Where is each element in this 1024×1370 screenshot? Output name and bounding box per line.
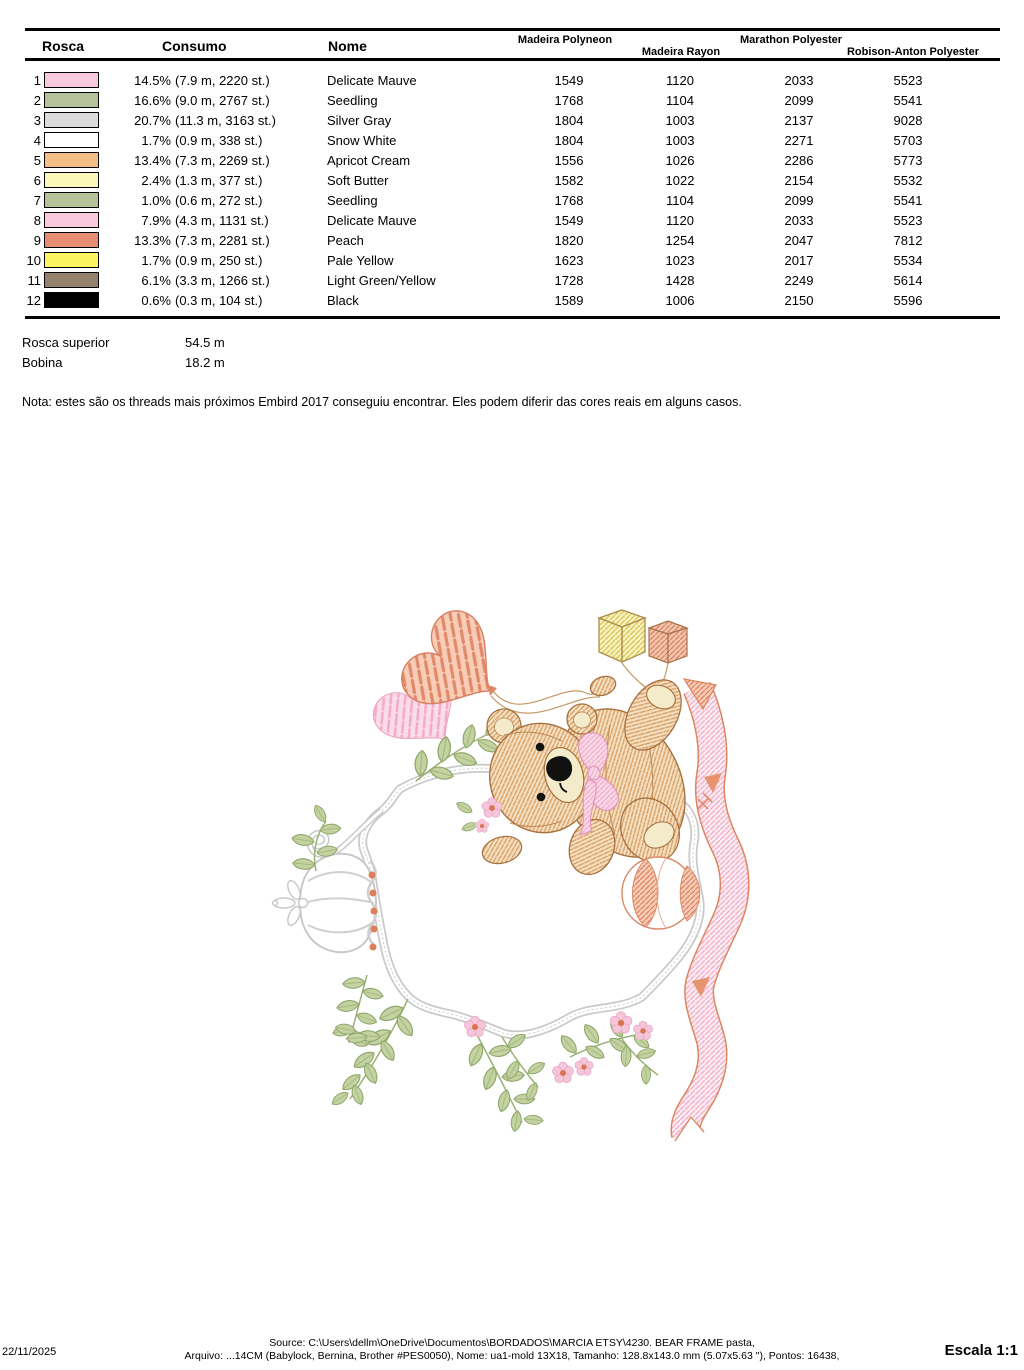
usage-percent: 20.7% xyxy=(134,112,171,128)
code-polyneon: 1768 xyxy=(554,92,584,108)
thread-name: Pale Yellow xyxy=(327,252,394,268)
code-rayon: 1428 xyxy=(665,272,695,288)
color-swatch xyxy=(44,252,99,268)
thread-summary xyxy=(22,333,225,373)
thread-number: 7 xyxy=(33,192,41,208)
cheek-flowers xyxy=(455,798,502,833)
bear-left-paw xyxy=(588,673,619,699)
code-robison: 5596 xyxy=(893,292,923,308)
code-marathon: 2286 xyxy=(784,152,814,168)
footer-file-info xyxy=(0,1337,1024,1363)
usage-percent: 1.7% xyxy=(141,252,171,268)
thread-name: Snow White xyxy=(327,132,397,148)
thread-number: 1 xyxy=(33,72,41,88)
code-marathon: 2047 xyxy=(784,232,814,248)
color-swatch xyxy=(44,212,99,228)
code-marathon: 2099 xyxy=(784,192,814,208)
code-rayon: 1023 xyxy=(665,252,695,268)
code-marathon: 2271 xyxy=(784,132,814,148)
header-rosca: Rosca xyxy=(42,38,85,54)
table-row xyxy=(25,170,1000,190)
usage-percent: 16.6% xyxy=(134,92,171,108)
usage-detail: (1.3 m, 377 st.) xyxy=(175,172,263,188)
header-nome: Nome xyxy=(328,38,367,54)
thread-number: 11 xyxy=(27,272,41,288)
code-rayon: 1120 xyxy=(666,72,694,88)
code-marathon: 2099 xyxy=(784,92,814,108)
thread-number: 4 xyxy=(33,132,41,148)
thread-name: Black xyxy=(327,292,359,308)
bobina-value: 18.2 m xyxy=(185,355,225,370)
teddy-bear xyxy=(474,670,710,881)
table-row xyxy=(25,290,1000,310)
table-row xyxy=(25,190,1000,210)
header-consumo: Consumo xyxy=(162,38,227,54)
footer-source-line: Source: C:\Users\dellm\OneDrive\Documentos\BORDADOS\MARCIA ETSY\4230. BEAR FRAME pasta, xyxy=(269,1337,755,1349)
thread-name: Seedling xyxy=(327,192,378,208)
crown xyxy=(273,854,378,952)
thread-table-header xyxy=(25,28,1000,61)
thread-number: 2 xyxy=(33,92,41,108)
embroidery-design-preview xyxy=(270,585,830,1155)
code-robison: 5532 xyxy=(893,172,923,188)
thread-name: Delicate Mauve xyxy=(327,72,417,88)
color-swatch xyxy=(44,112,99,128)
bear-eye xyxy=(537,793,546,802)
table-row xyxy=(25,130,1000,150)
usage-detail: (7.3 m, 2281 st.) xyxy=(175,232,270,248)
code-robison: 5703 xyxy=(893,132,923,148)
thread-name: Apricot Cream xyxy=(327,152,411,168)
header-madeira-polyneon: Madeira Polyneon xyxy=(517,34,613,46)
thread-number: 8 xyxy=(33,212,41,228)
code-polyneon: 1549 xyxy=(554,212,584,228)
rosca-superior-value: 54.5 m xyxy=(185,335,225,350)
thread-number: 3 xyxy=(33,112,41,128)
code-polyneon: 1582 xyxy=(554,172,584,188)
code-rayon: 1120 xyxy=(666,212,694,228)
color-swatch xyxy=(44,272,99,288)
table-row xyxy=(25,210,1000,230)
thread-name: Silver Gray xyxy=(327,112,392,128)
thread-name: Delicate Mauve xyxy=(327,212,417,228)
code-rayon: 1104 xyxy=(666,92,694,108)
thread-number: 6 xyxy=(33,172,41,188)
table-body xyxy=(25,61,1000,319)
code-polyneon: 1556 xyxy=(554,152,584,168)
bobina-label: Bobina xyxy=(22,355,63,370)
usage-detail: (7.9 m, 2220 st.) xyxy=(175,72,270,88)
thread-number: 10 xyxy=(26,252,41,268)
usage-detail: (0.9 m, 338 st.) xyxy=(175,132,263,148)
table-row xyxy=(25,150,1000,170)
table-row xyxy=(25,90,1000,110)
usage-detail: (9.0 m, 2767 st.) xyxy=(175,92,270,108)
color-swatch xyxy=(44,152,99,168)
table-row xyxy=(25,250,1000,270)
summary-row-bobbin xyxy=(22,353,225,373)
rosca-superior-label: Rosca superior xyxy=(22,335,110,350)
code-polyneon: 1728 xyxy=(554,272,584,288)
code-marathon: 2249 xyxy=(784,272,814,288)
code-robison: 7812 xyxy=(893,232,923,248)
code-rayon: 1104 xyxy=(666,192,694,208)
footer-date: 22/11/2025 xyxy=(2,1346,57,1358)
bear-nose xyxy=(546,756,572,781)
thread-name: Light Green/Yellow xyxy=(327,272,436,288)
usage-detail: (0.6 m, 272 st.) xyxy=(175,192,263,208)
code-rayon: 1003 xyxy=(665,132,695,148)
table-row xyxy=(25,270,1000,290)
code-polyneon: 1549 xyxy=(554,72,584,88)
thread-name: Seedling xyxy=(327,92,378,108)
header-marathon-polyester: Marathon Polyester xyxy=(739,34,843,46)
usage-percent: 14.5% xyxy=(134,72,171,88)
code-polyneon: 1768 xyxy=(554,192,584,208)
thread-number: 5 xyxy=(33,152,41,168)
code-polyneon: 1623 xyxy=(554,252,584,268)
yellow-block xyxy=(599,610,645,662)
code-robison: 5534 xyxy=(893,252,923,268)
code-marathon: 2033 xyxy=(784,212,814,228)
bear-eye xyxy=(536,743,545,752)
usage-detail: (11.3 m, 3163 st.) xyxy=(175,112,276,128)
thread-name: Peach xyxy=(327,232,364,248)
header-robison-anton: Robison-Anton Polyester xyxy=(846,46,979,58)
color-swatch xyxy=(44,132,99,148)
code-robison: 5541 xyxy=(893,192,923,208)
footer-scale: Escala 1:1 xyxy=(944,1342,1018,1359)
code-robison: 5541 xyxy=(893,92,923,108)
footer-arquivo-line: Arquivo: ...14CM (Babylock, Bernina, Brother #PES0050), Nome: ua1-mold 13X18, Tamanho: 128.8x143.0 mm (5.07x5.63 "), Pontos: 16438, xyxy=(184,1350,840,1362)
table-row xyxy=(25,70,1000,90)
color-swatch xyxy=(44,92,99,108)
code-rayon: 1254 xyxy=(665,232,695,248)
usage-detail: (7.3 m, 2269 st.) xyxy=(175,152,270,168)
thread-number: 12 xyxy=(26,292,41,308)
code-rayon: 1022 xyxy=(665,172,695,188)
code-rayon: 1026 xyxy=(665,152,695,168)
usage-percent: 2.4% xyxy=(141,172,171,188)
usage-percent: 1.0% xyxy=(141,192,171,208)
thread-number: 9 xyxy=(33,232,41,248)
usage-detail: (0.3 m, 104 st.) xyxy=(175,292,263,308)
summary-row-upper xyxy=(22,333,225,353)
code-robison: 9028 xyxy=(893,112,923,128)
color-swatch xyxy=(44,72,99,88)
code-marathon: 2137 xyxy=(784,112,814,128)
usage-percent: 1.7% xyxy=(141,132,171,148)
coral-block xyxy=(649,621,687,663)
usage-percent: 13.4% xyxy=(134,152,171,168)
color-swatch xyxy=(44,232,99,248)
bear-lower-paw xyxy=(479,832,524,867)
usage-percent: 7.9% xyxy=(141,212,171,228)
code-robison: 5773 xyxy=(893,152,923,168)
code-robison: 5523 xyxy=(893,212,923,228)
header-madeira-rayon: Madeira Rayon xyxy=(641,46,721,58)
color-swatch xyxy=(44,172,99,188)
code-marathon: 2017 xyxy=(784,252,814,268)
thread-note: Nota: estes são os threads mais próximos Embird 2017 conseguiu encontrar. Eles podem diferir das cores reais em alguns casos. xyxy=(22,395,742,409)
usage-detail: (0.9 m, 250 st.) xyxy=(175,252,263,268)
usage-percent: 0.6% xyxy=(141,292,171,308)
code-robison: 5614 xyxy=(893,272,923,288)
code-marathon: 2154 xyxy=(784,172,814,188)
table-row xyxy=(25,110,1000,130)
code-polyneon: 1804 xyxy=(554,112,584,128)
code-marathon: 2033 xyxy=(784,72,814,88)
usage-detail: (4.3 m, 1131 st.) xyxy=(175,212,269,228)
code-polyneon: 1820 xyxy=(554,232,584,248)
code-rayon: 1006 xyxy=(665,292,695,308)
color-swatch xyxy=(44,192,99,208)
code-marathon: 2150 xyxy=(784,292,814,308)
table-row xyxy=(25,230,1000,250)
usage-detail: (3.3 m, 1266 st.) xyxy=(175,272,270,288)
usage-percent: 13.3% xyxy=(134,232,171,248)
code-rayon: 1003 xyxy=(665,112,695,128)
color-swatch xyxy=(44,292,99,308)
usage-percent: 6.1% xyxy=(141,272,171,288)
code-polyneon: 1589 xyxy=(554,292,584,308)
beach-ball xyxy=(622,857,700,929)
code-polyneon: 1804 xyxy=(554,132,584,148)
thread-name: Soft Butter xyxy=(327,172,389,188)
code-robison: 5523 xyxy=(893,72,923,88)
